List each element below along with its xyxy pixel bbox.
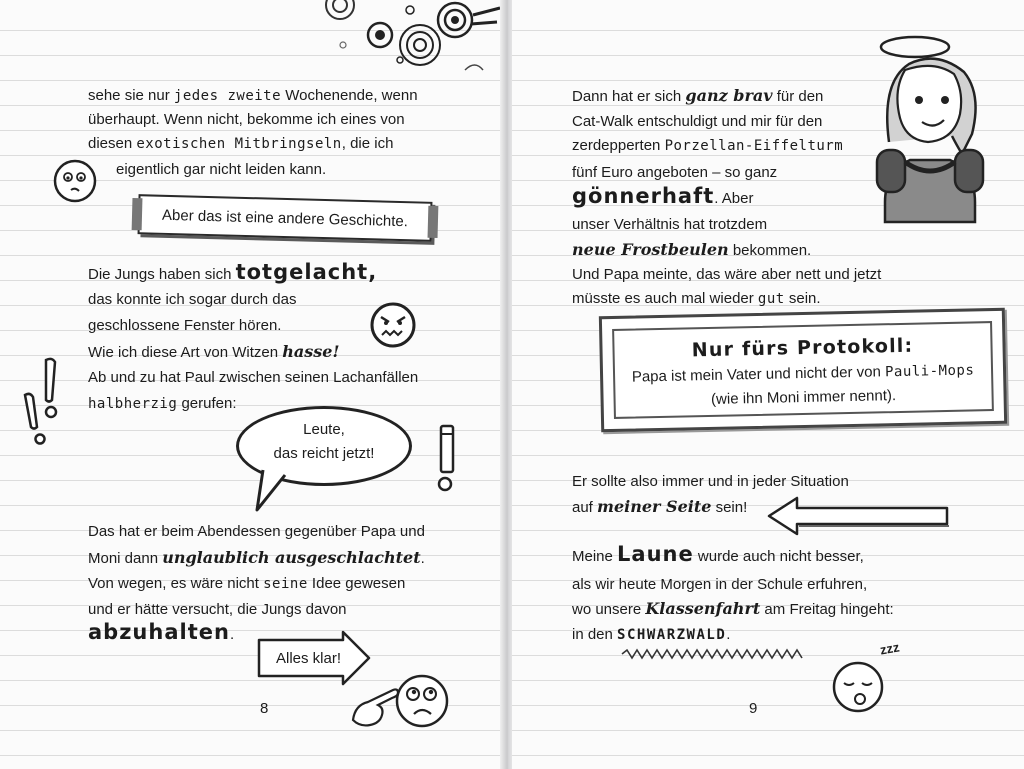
text-line: wo unsere Klassenfahrt am Freitag hingeht: <box>572 599 894 618</box>
speech-bubble: Leute, das reicht jetzt! <box>236 406 412 486</box>
text-line: Dann hat er sich ganz brav für den <box>572 86 824 105</box>
text-line: Cat-Walk entschuldigt und mir für den <box>572 113 823 130</box>
arrow-left-icon <box>767 495 952 537</box>
text-line: als wir heute Morgen in der Schule erfuhren, <box>572 576 868 593</box>
protocol-box <box>599 308 1007 432</box>
squiggle-underline <box>620 648 810 660</box>
speech-bubble-tail <box>255 465 295 515</box>
text-line: Wie ich diese Art von Witzen hasse! <box>88 342 340 361</box>
exclamation-marks-icon <box>20 355 70 450</box>
text-line: Ab und zu hat Paul zwischen seinen Lachanfällen <box>88 369 419 386</box>
worried-face-icon <box>393 672 451 730</box>
exclamation-icon <box>432 424 462 494</box>
zzz-text: zzz <box>878 639 901 658</box>
text-line: diesen exotischen Mitbringseln, die ich <box>88 135 394 152</box>
text-line: abzuhalten. <box>88 620 235 644</box>
right-page <box>512 0 1024 769</box>
flower-doodle-icon <box>315 0 505 90</box>
text-line: müsste es auch mal wieder gut sein. <box>572 290 821 307</box>
text-line: Meine Laune wurde auch nicht besser, <box>572 542 864 566</box>
text-line: geschlossene Fenster hören. <box>88 317 282 334</box>
text-line: Die Jungs haben sich totgelacht, <box>88 260 378 284</box>
text-line: Das hat er beim Abendessen gegenüber Papa und <box>88 523 425 540</box>
text-line: auf meiner Seite sein! <box>572 497 748 516</box>
text-line: zerdepperten Porzellan-Eiffelturm <box>572 137 844 154</box>
arrow-label: Alles klar! <box>276 650 342 667</box>
text-line: neue Frostbeulen bekommen. <box>572 240 812 259</box>
text-line: unser Verhältnis hat trotzdem <box>572 216 768 233</box>
text-line: fünf Euro angeboten – so ganz <box>572 164 778 181</box>
confused-face-icon <box>52 158 98 204</box>
page-number: 9 <box>749 700 758 717</box>
text-line: überhaupt. Wenn nicht, bekomme ich eines von <box>88 111 405 128</box>
text-line: Er sollte also immer und in jeder Situation <box>572 473 849 490</box>
text-line: Moni dann unglaublich ausgeschlachtet. <box>88 548 425 567</box>
text-line: halbherzig gerufen: <box>88 395 237 412</box>
protocol-line: (wie ihn Moni immer nennt). <box>710 387 897 408</box>
protocol-title: Nur fürs Protokoll: <box>691 334 914 362</box>
note-tape: Aber das ist eine andere Geschichte. <box>138 194 433 242</box>
sleeping-face-icon <box>830 655 890 713</box>
text-line: eigentlich gar nicht leiden kann. <box>116 161 327 178</box>
text-line: Von wegen, es wäre nicht seine Idee gewesen <box>88 575 406 592</box>
text-line: Und Papa meinte, das wäre aber nett und jetzt <box>572 266 882 283</box>
text-line: in den SCHWARZWALD. <box>572 626 731 643</box>
left-page <box>0 0 505 769</box>
text-line: das konnte ich sogar durch das <box>88 291 297 308</box>
page-number: 8 <box>260 700 269 717</box>
text-line: gönnerhaft. Aber <box>572 184 754 208</box>
text-line: und er hätte versucht, die Jungs davon <box>88 601 347 618</box>
protocol-line: Papa ist mein Vater und nicht der von Pauli-Mops <box>631 362 975 386</box>
girl-with-halo-illustration <box>867 22 987 227</box>
text-line: sehe sie nur jedes zweite Wochenende, wenn <box>88 87 418 104</box>
angry-face-icon <box>368 300 418 350</box>
